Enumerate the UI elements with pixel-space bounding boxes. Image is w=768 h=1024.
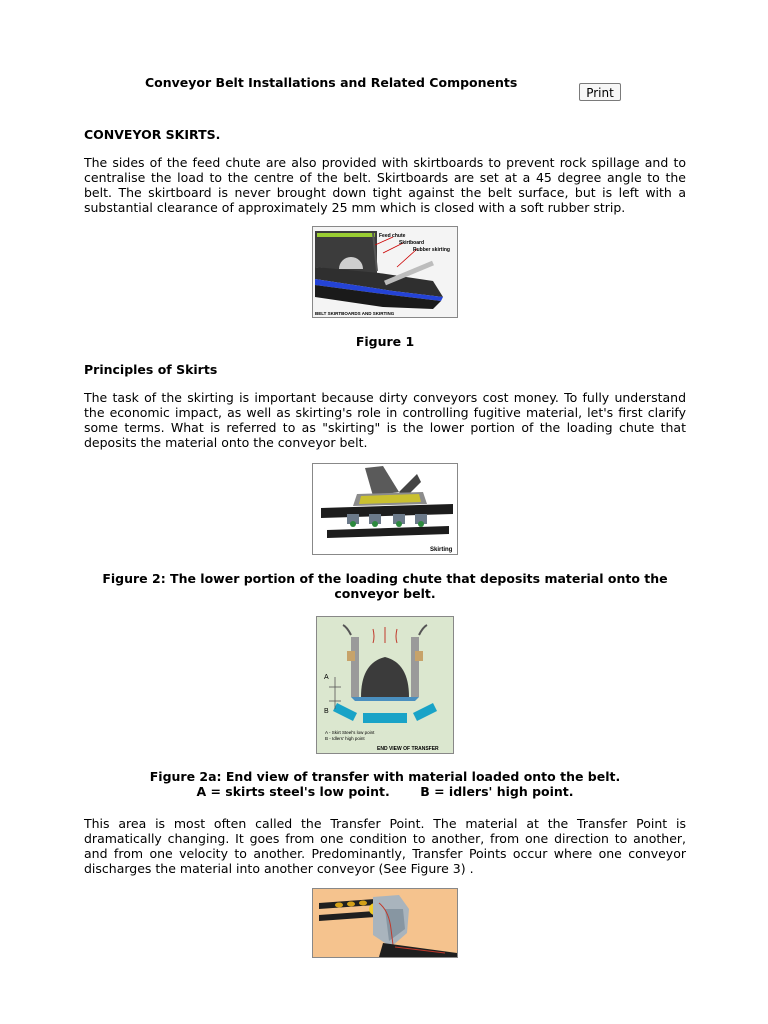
end-view-of-transfer-illustration xyxy=(317,617,453,753)
figure-2a-caption-line-2: A = skirts steel's low point. B = idlers' high point. xyxy=(196,784,574,799)
figure-2-image xyxy=(312,463,458,555)
figure-2-label-skirting: Skirting xyxy=(430,547,453,553)
figure-1-footer: BELT SKIRTBOARDS AND SKIRTING xyxy=(315,311,395,316)
paragraph-conveyor-skirts: The sides of the feed chute are also provided with skirtboards to prevent rock spillage and to centralise the load to the centre of the belt. Skirtboards are set at a 45 degree angle to the belt. The skirtboard is never brought down tight against the belt surface, but is left with a substantial clearance of approximately 25 mm which is closed with a soft rubber strip. xyxy=(84,155,686,215)
figure-1-caption: Figure 1 xyxy=(355,334,415,349)
figure-2a-caption-line-1: Figure 2a: End view of transfer with material loaded onto the belt. xyxy=(149,769,621,784)
figure-2-caption-line-1: Figure 2: The lower portion of the loading chute that deposits material onto the xyxy=(102,571,668,586)
belt-skirtboards-illustration xyxy=(313,227,457,317)
figure-2a-legend-b: B - Idlers' high point xyxy=(325,736,365,741)
figure-2-caption xyxy=(84,571,686,601)
figure-2a-footer: END VIEW OF TRANSFER xyxy=(377,746,439,752)
paragraph-transfer-point: This area is most often called the Transfer Point. The material at the Transfer Point is dramatically changing. It goes from one condition to another, from one direction to another, and from one velocity to another. Predominantly, Transfer Points occur where one conveyor discharges the material into another conveyor (See Figure 3) . xyxy=(84,816,686,876)
section-heading-principles-of-skirts: Principles of Skirts xyxy=(84,362,218,377)
skirting-illustration xyxy=(313,464,457,554)
figure-2a-caption xyxy=(84,769,686,799)
transfer-point-illustration xyxy=(313,889,457,957)
figure-1-image xyxy=(312,226,458,318)
figure-1-label-rubber-skirting: Rubber skirting xyxy=(413,247,450,253)
section-heading-conveyor-skirts: CONVEYOR SKIRTS. xyxy=(84,127,221,142)
figure-1-label-feed-chute: Feed chute xyxy=(379,233,406,239)
paragraph-principles-of-skirts: The task of the skirting is important because dirty conveyors cost money. To fully understand the economic impact, as well as skirting's role in controlling fugitive material, let's first clarify some terms. What is referred to as "skirting" is the lower portion of the loading chute that deposits the material onto the conveyor belt. xyxy=(84,390,686,450)
figure-3-image xyxy=(312,888,458,958)
figure-2-caption-line-2: conveyor belt. xyxy=(334,586,436,601)
figure-1-label-skirtboard: Skirtboard xyxy=(399,240,425,246)
figure-2a-legend-a: A - Skirt Steel's low point xyxy=(325,730,375,735)
figure-2a-image xyxy=(316,616,454,754)
figure-2a-label-a: A xyxy=(324,674,329,681)
print-button[interactable]: Print xyxy=(579,83,621,101)
document-title: Conveyor Belt Installations and Related Components xyxy=(145,75,518,90)
figure-2a-label-b: B xyxy=(324,708,329,715)
